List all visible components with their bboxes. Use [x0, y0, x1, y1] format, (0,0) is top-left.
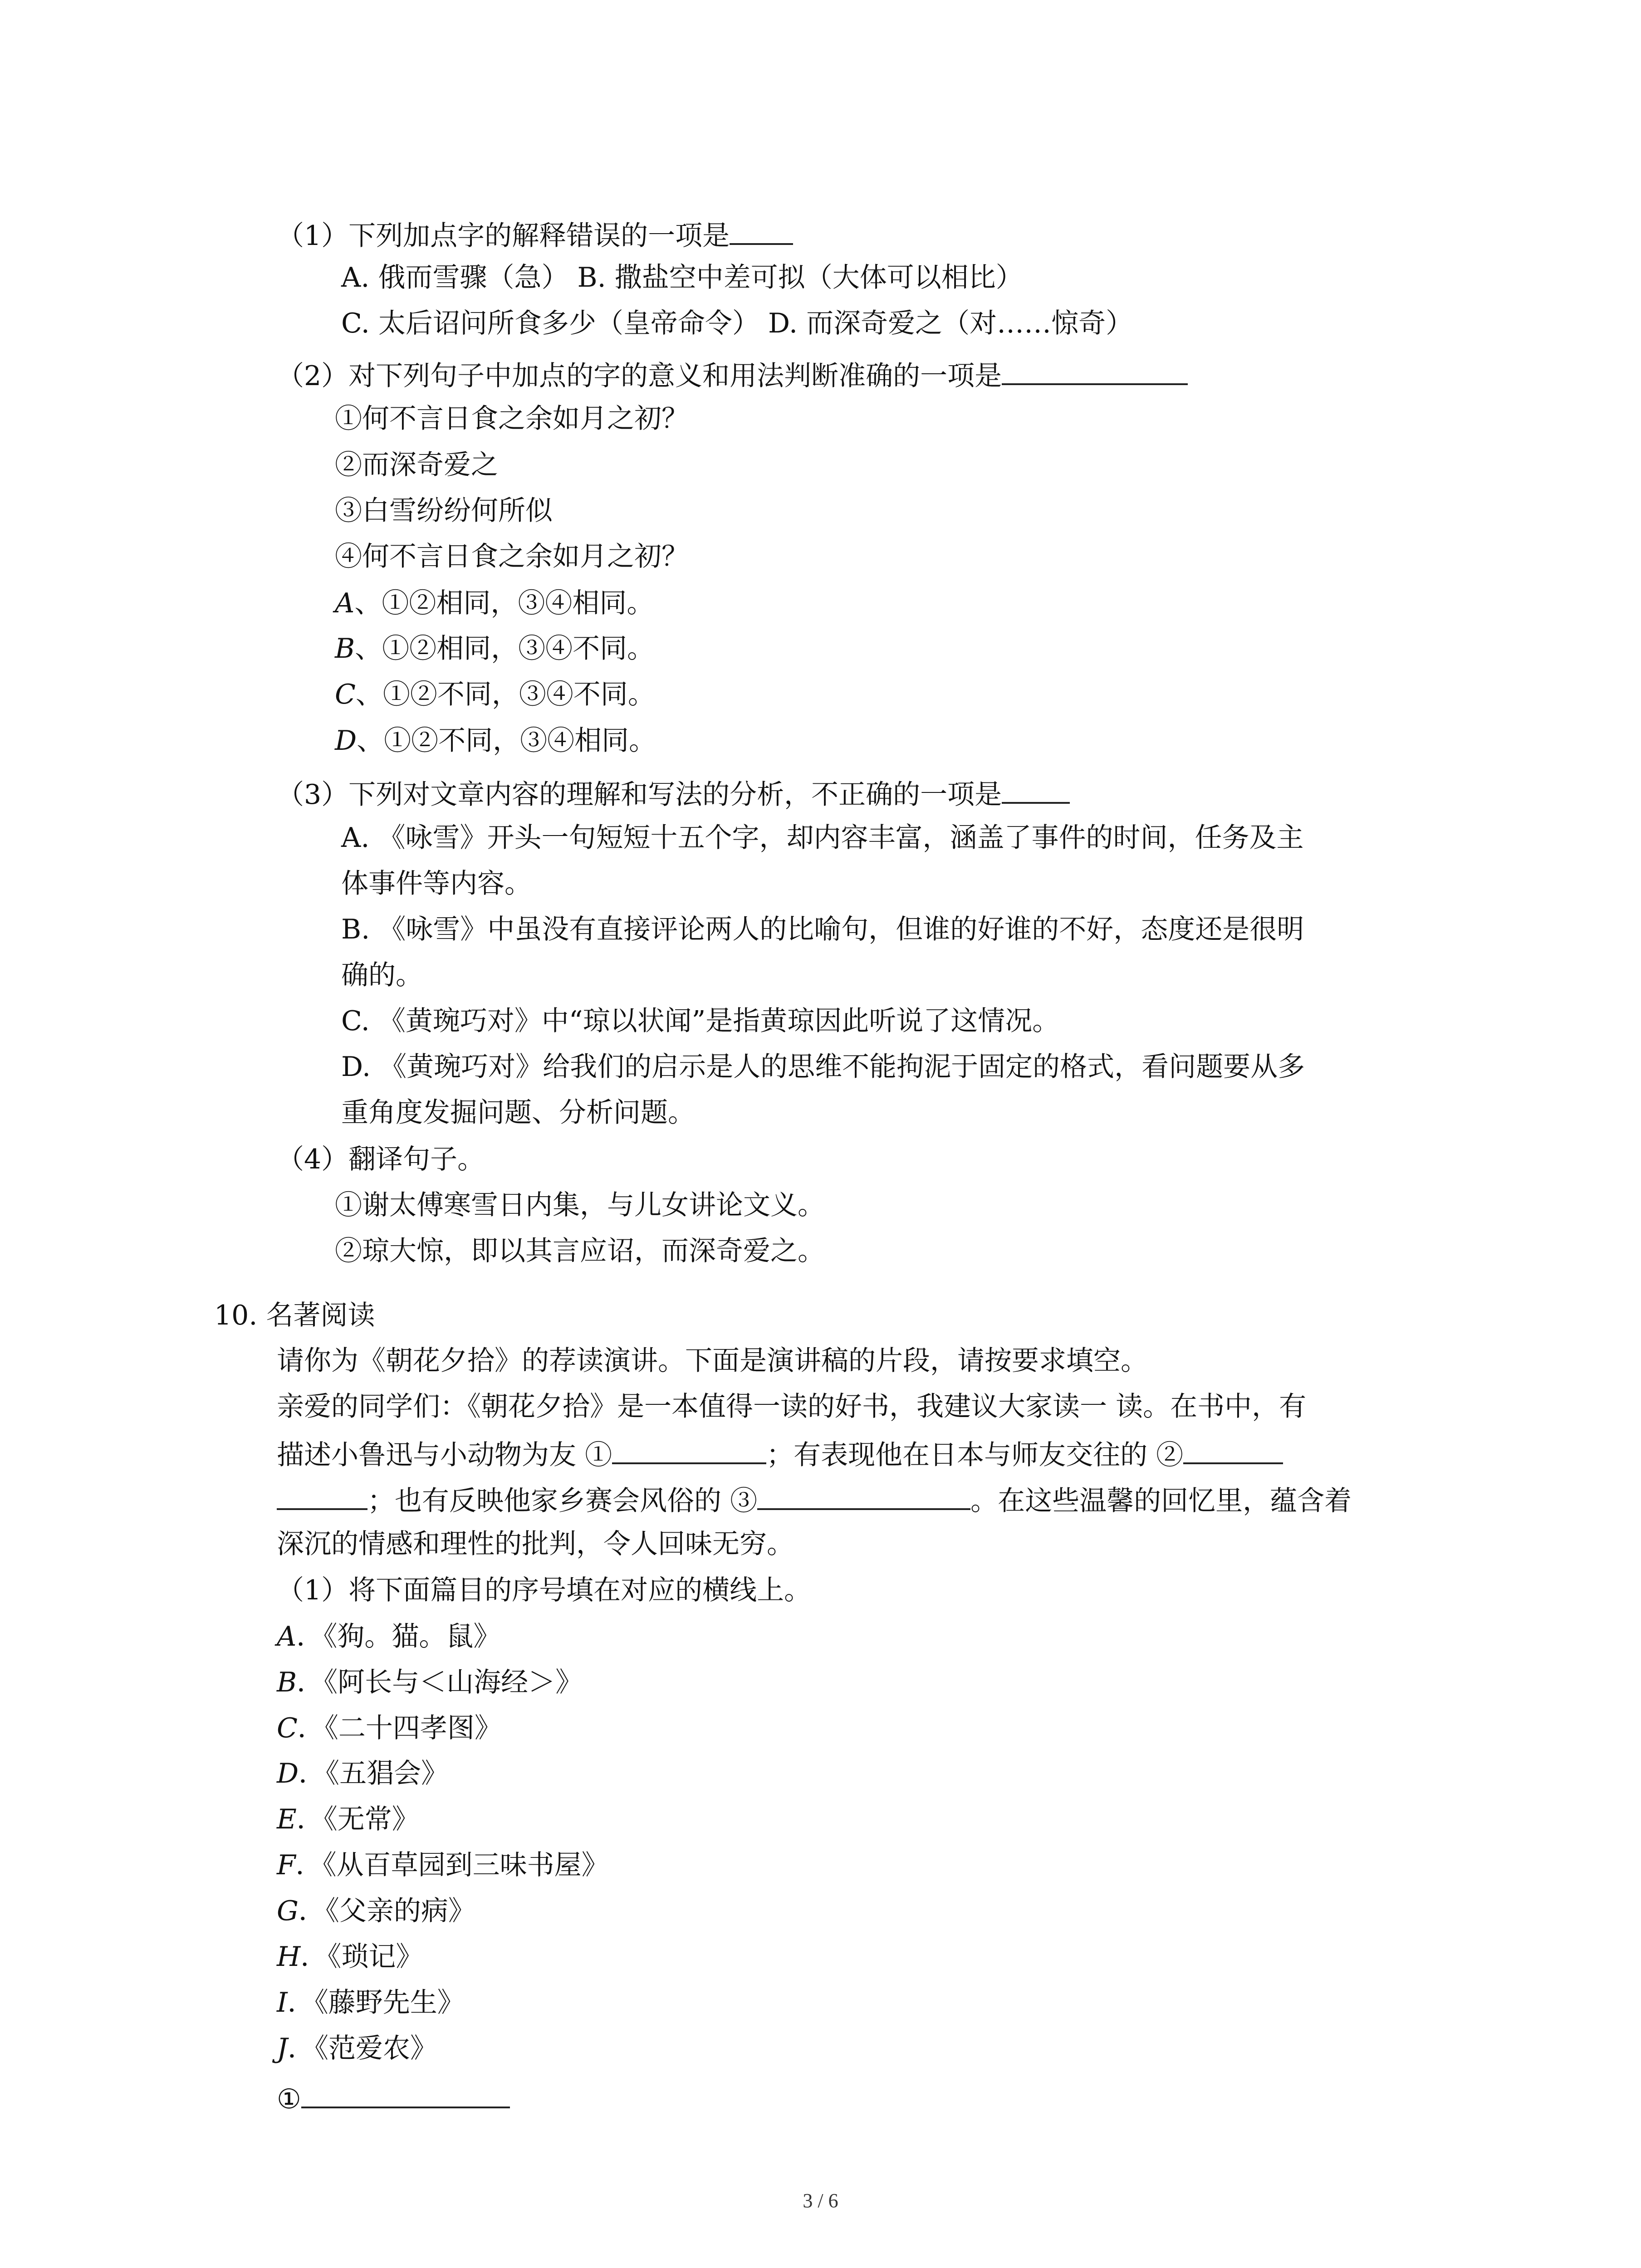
option-letter: J: [277, 2033, 288, 2064]
option-letter: F: [277, 1849, 296, 1881]
choice-letter: A: [335, 587, 355, 619]
q10-title-option: [277, 1987, 465, 2019]
q9-1-options-cd: C. 太后诏问所食多少（皇帝命令） D. 而深奇爱之（对……惊奇）: [341, 308, 1133, 339]
q10-title-option: [277, 1897, 475, 1925]
q9-2-item: ③白雪纷纷何所似: [335, 495, 553, 527]
option-text: ．《从百草园到三味书屋》: [295, 1849, 609, 1881]
option-letter: D: [277, 1758, 299, 1789]
q9-3-option-c: C. 《黄琬巧对》中“琼以状闻”是指黄琼因此听说了这情况。: [341, 1005, 1060, 1037]
choice-text: 、①②相同，③④不同。: [355, 633, 655, 665]
q9-2-item: ①何不言日食之余如月之初？: [335, 403, 689, 435]
q9-3-stem: [277, 778, 1070, 811]
option-text: ．《五猖会》: [299, 1758, 449, 1789]
q10-title-option: [277, 1941, 423, 1973]
answer-blank-2-cont[interactable]: [277, 1485, 367, 1510]
q9-2-stem: [277, 360, 1188, 390]
choice-letter: B: [335, 633, 355, 665]
answer-blank[interactable]: [1002, 360, 1188, 385]
option-text: ．《二十四孝图》: [297, 1712, 502, 1744]
option-text: ．《琐记》: [300, 1941, 423, 1973]
q9-1-stem: [277, 220, 793, 252]
q10-intro: 请你为《朝花夕拾》的荐读演讲。下面是演讲稿的片段，请按要求填空。: [277, 1345, 1148, 1377]
answer-blank[interactable]: [730, 220, 793, 245]
q9-1-options-ab: A. 俄而雪骤（急） B. 撒盐空中差可拟（大体可以相比）: [341, 262, 1023, 293]
q10-text: 描述小鲁迅与小动物为友 ①: [277, 1439, 612, 1471]
option-letter: E: [277, 1804, 297, 1835]
q9-4-sentence: ①谢太傅寒雪日内集，与儿女讲论文义。: [335, 1189, 825, 1221]
q9-2-item: ②而深奇爱之: [335, 449, 498, 481]
option-letter: I: [277, 1987, 288, 2019]
q9-4-stem: （4）翻译句子。: [277, 1144, 485, 1175]
q10-paragraph-line4: 深沉的情感和理性的批判，令人回味无穷。: [277, 1528, 794, 1560]
q10-paragraph-line2: [277, 1439, 1283, 1469]
option-text: ．《范爱农》: [288, 2033, 438, 2064]
option-text: ．《阿长与＜山海经＞》: [297, 1667, 583, 1698]
q9-3-option-d: D. 《黄琬巧对》给我们的启示是人的思维不能拘泥于固定的格式，看问题要从多: [341, 1051, 1305, 1083]
q9-2-stem-text: （2）对下列句子中加点的字的意义和用法判断准确的一项是: [277, 360, 1002, 392]
option-text: ．《狗。猫。鼠》: [296, 1621, 501, 1652]
answer-blank-2[interactable]: [1183, 1439, 1283, 1464]
q9-2-choice: [335, 681, 655, 708]
q10-title-option: [277, 1669, 583, 1696]
q10-1-stem: （1）将下面篇目的序号填在对应的横线上。: [277, 1574, 812, 1606]
q10-title-option: [277, 1712, 502, 1744]
choice-letter: D: [335, 725, 357, 757]
q9-3-stem-text: （3）下列对文章内容的理解和写法的分析，不正确的一项是: [277, 779, 1002, 811]
q10-title-option: [277, 1806, 419, 1833]
q9-3-option-b-cont: 确的。: [341, 959, 423, 991]
q10-paragraph-line3: [277, 1485, 1352, 1515]
q9-3-option-a-cont: 体事件等内容。: [341, 868, 532, 899]
answer-blank[interactable]: [1002, 778, 1070, 804]
q9-3-option-a: A. 《咏雪》开头一句短短十五个字，却内容丰富，涵盖了事件的时间，任务及主: [341, 822, 1304, 854]
q10-paragraph: 亲爱的同学们：《朝花夕拾》是一本值得一读的好书，我建议大家读一 读。在书中，有: [277, 1391, 1307, 1422]
option-letter: C: [277, 1712, 298, 1744]
answer-blank-1[interactable]: [612, 1439, 766, 1464]
q9-3-option-d-cont: 重角度发掘问题、分析问题。: [341, 1097, 695, 1129]
q10-text: 。在这些温馨的回忆里，蕴含着: [970, 1485, 1352, 1517]
q10-title-option: [277, 2035, 437, 2062]
answer-blank-final[interactable]: [301, 2083, 510, 2108]
option-text: ．《无常》: [296, 1804, 419, 1835]
q9-4-sentence: ②琼大惊，即以其言应诏，而深奇爱之。: [335, 1235, 825, 1267]
answer-mark: ①: [277, 2083, 301, 2115]
q10-text: ；有表现他在日本与师友交往的 ②: [766, 1439, 1184, 1471]
option-letter: G: [277, 1895, 299, 1927]
q9-3-option-b: B. 《咏雪》中虽没有直接评论两人的比喻句，但谁的好谁的不好，态度还是很明: [341, 914, 1304, 945]
choice-text: 、①②不同，③④相同。: [357, 725, 656, 757]
page-number: 3 / 6: [803, 2190, 838, 2212]
q10-title: 10. 名著阅读: [214, 1300, 375, 1331]
option-text: ．《藤野先生》: [287, 1987, 465, 2019]
q9-1-stem-text: （1）下列加点字的解释错误的一项是: [277, 220, 730, 252]
q10-title-option: [277, 1623, 500, 1650]
q10-title-option: [277, 1760, 448, 1787]
option-letter: A: [277, 1621, 297, 1652]
q9-2-choice: [335, 633, 655, 665]
q10-title-option: [277, 1849, 609, 1881]
option-text: ．《父亲的病》: [298, 1895, 475, 1927]
q10-answer-line: [277, 2083, 510, 2113]
choice-text: 、①②不同，③④不同。: [355, 679, 655, 710]
option-letter: H: [277, 1941, 301, 1973]
q9-2-choice: [335, 725, 656, 757]
answer-blank-3[interactable]: [757, 1485, 970, 1510]
q9-2-item: ④何不言日食之余如月之初？: [335, 541, 689, 572]
choice-text: 、①②相同，③④相同。: [354, 587, 654, 619]
q9-2-choice: [335, 587, 654, 619]
q10-text: ；也有反映他家乡赛会风俗的 ③: [367, 1485, 758, 1517]
option-letter: B: [277, 1667, 297, 1698]
choice-letter: C: [335, 679, 356, 710]
